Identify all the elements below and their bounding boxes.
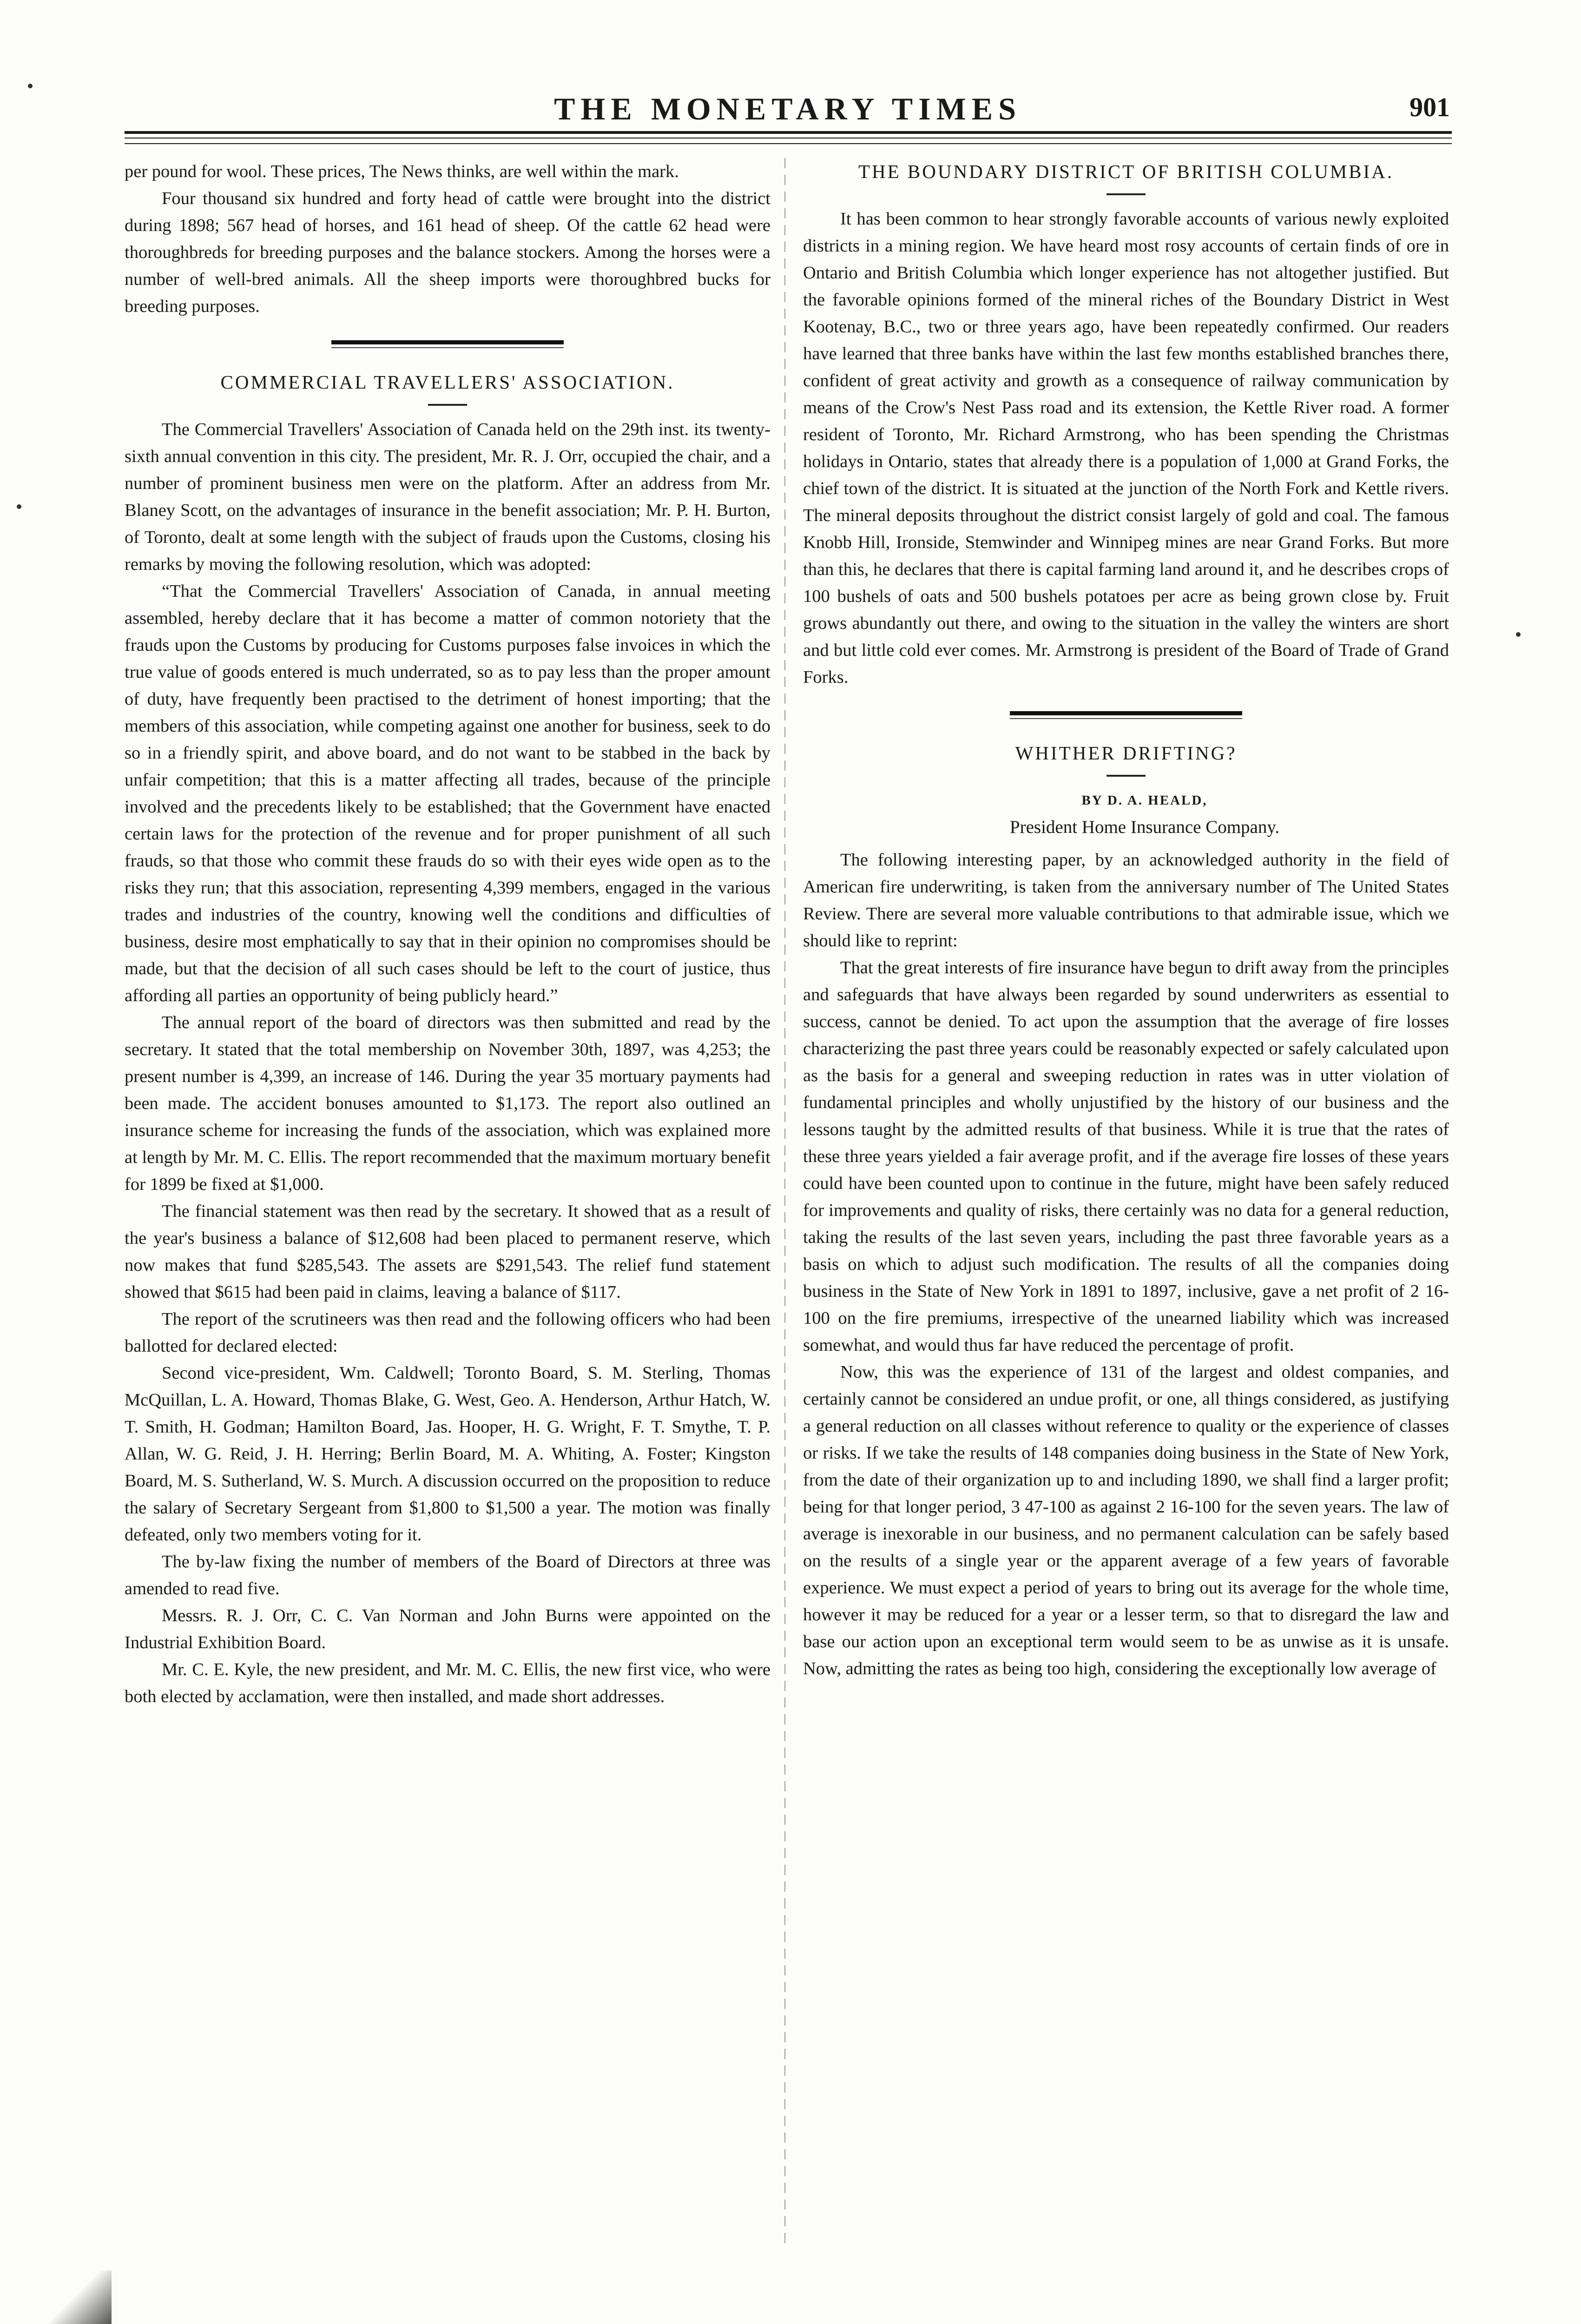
publication-title: THE MONETARY TIMES (554, 91, 1021, 126)
livestock-paragraph: Four thousand six hundred and forty head of cattle were brought into the district during 1898; 567 head of horses, and 161 head of sheep. Of the cattle 62 head were thoroughbreds for breeding purposes and the balance stockers. Among the horses were a number of well-bred animals. All the sheep imports were thoroughbred bucks for breeding purposes. (125, 189, 771, 316)
article-paragraph: Mr. C. E. Kyle, the new president, and Mr. M. C. Ellis, the new first vice, who were both elected by acclamation, were then installed, and made short addresses. (125, 1660, 771, 1706)
author-affiliation: President Home Insurance Company. (1009, 817, 1280, 837)
scan-speck (28, 84, 33, 88)
section-divider (331, 340, 564, 348)
heading-dash (1107, 775, 1146, 777)
section-divider (1010, 711, 1242, 719)
masthead-rule-thick (125, 131, 1452, 134)
article-paragraph: The annual report of the board of directors was then submitted and read by the secretary. It stated that the total membership on November 30th, 1897, was 4,253; the present number is 4,399, an increase of 146. During the year 35 mortuary payments had been made. The accident bonuses amounted to $1,173. The report also outlined an insurance scheme for increasing the funds of the association, which was explained more at length by Mr. M. C. Ellis. The report recommended that the maximum mortuary benefit for 1899 be fixed at $1,000. (125, 1013, 771, 1194)
resolution-quote: “That the Commercial Travellers' Association of Canada, in annual meeting assembled, hereby declare that it has become a matter of common notoriety that the frauds upon the Customs by producing for Customs purposes false invoices in which the true value of goods entered is much underrated, so as to pay less than the proper amount of duty, have frequently been practised to the detriment of honest importing; that the members of this association, while competing against one another for business, seek to do so in a friendly spirit, and above board, and do not want to be stabbed in the back by unfair competition; that this is a matter affecting all trades, because of the principle involved and the precedents likely to be established; that the Government have enacted certain laws for the protection of the revenue and for proper punishment of all such frauds, so that those who commit these frauds do so with their eyes wide open as to the risks they run; that this association, representing 4,399 members, engaged in the various trades and industries of the country, knowing well the conditions and difficulties of business, desire most emphatically to say that in their opinion no compromises should be made, but that the decision of all such cases should be left to the court of justice, thus affording all parties an opportunity of being publicly heard.” (125, 581, 771, 1005)
article-paragraph: It has been common to hear strongly favorable accounts of various newly exploited districts in a mining region. We have heard most rosy accounts of certain finds of ore in Ontario and British Columbia which longer experience has not altogether justified. But the favorable opinions formed of the mineral riches of the Boundary District in West Kootenay, B.C., two or three years ago, have been repeatedly confirmed. Our readers have learned that three banks have within the last few months established branches there, confident of great activity and growth as a consequence of railway communication by means of the Crow's Nest Pass road and its extension, the Kettle River road. A former resident of Toronto, Mr. Richard Armstrong, who has been spending the Christmas holidays in Ontario, states that already there is a population of 1,000 at Grand Forks, the chief town of the district. It is situated at the junction of the North Fork and Kettle rivers. The mineral deposits throughout the district consist largely of gold and coal. The famous Knobb Hill, Ironside, Stemwinder and Winnipeg mines are near Grand Forks. But more than this, he declares that there is capital farming land around it, and he describes crops of 100 bushels of oats and 500 bushels potatoes per acre as being grown close by. Fruit grows abundantly out there, and owing to the situation in the valley the winters are short and but little cold ever comes. Mr. Armstrong is president of the Board of Trade of Grand Forks. (803, 209, 1449, 687)
scan-speck (17, 504, 21, 509)
article-paragraph: Second vice-president, Wm. Caldwell; Toronto Board, S. M. Sterling, Thomas McQuillan, L. A. Howard, Thomas Blake, G. West, Geo. A. Henderson, Arthur Hatch, W. T. Smith, H. Godman; Hamilton Board, Jas. Hooper, H. G. Wright, F. T. Smythe, T. P. Allan, W. G. Reid, J. H. Herring; Berlin Board, M. A. Whiting, A. Foster; Kingston Board, M. S. Sutherland, W. S. Murch. A discussion occurred on the proposition to reduce the salary of Secretary Sergeant from $1,800 to $1,500 a year. The motion was finally defeated, only two members voting for it. (125, 1363, 771, 1545)
article-paragraph: The report of the scrutineers was then read and the following officers who had been ballotted for declared elected: (125, 1309, 771, 1356)
article-paragraph: The following interesting paper, by an acknowledged authority in the field of American fire underwriting, is taken from the anniversary number of The United States Review. There are several more valuable contributions to that admirable issue, which we should like to reprint: (803, 850, 1449, 951)
article-paragraph: Messrs. R. J. Orr, C. C. Van Norman and John Burns were appointed on the Industrial Exhibition Board. (125, 1606, 771, 1652)
column-divider (784, 158, 785, 2250)
author-byline: BY D. A. HEALD, (1081, 793, 1208, 808)
scan-speck (1516, 632, 1521, 637)
article-heading-whither-drifting: WHITHER DRIFTING? (1015, 742, 1237, 764)
scan-edge-shadow (0, 2271, 112, 2324)
left-column (125, 158, 771, 1710)
page-number: 901 (1410, 92, 1450, 122)
article-paragraph: The financial statement was then read by the secretary. It showed that as a result of the year's business a balance of $12,608 had been placed to permanent reserve, which now makes that fund $285,543. The assets are $291,543. The relief fund statement showed that $615 had been paid in claims, leaving a balance of $117. (125, 1202, 771, 1302)
heading-dash (1107, 193, 1146, 195)
heading-dash (428, 404, 467, 406)
article-paragraph: The by-law fixing the number of members of the Board of Directors at three was amended to read five. (125, 1552, 771, 1598)
article-heading-commercial-travellers: COMMERCIAL TRAVELLERS' ASSOCIATION. (220, 371, 675, 393)
article-paragraph: Now, this was the experience of 131 of the largest and oldest companies, and certainly cannot be considered an undue profit, or one, all things considered, as justifying a general reduction on all classes without reference to quality or the experience of classes or risks. If we take the results of 148 companies doing business in the State of New York, from the date of their organization up to and including 1890, we shall find a larger profit; being for that longer period, 3 47-100 as against 2 16-100 for the seven years. The law of average is inexorable in our business, and no permanent calculation can be safely based on the results of a single year or the apparent average of a few years of favorable experience. We must expect a period of years to bring out its average for the whole time, however it may be reduced for a year or a lesser term, so that to disregard the law and base our action upon an exceptional term would seem to be as unwise as it is unsafe. Now, admitting the rates as being too high, considering the exceptionally low average of (803, 1362, 1449, 1678)
article-paragraph: The Commercial Travellers' Association of Canada held on the 29th inst. its twenty-sixth annual convention in this city. The president, Mr. R. J. Orr, occupied the chair, and a number of prominent business men were on the platform. After an address from Mr. Blaney Scott, on the advantages of insurance in the benefit association; Mr. P. H. Burton, of Toronto, dealt at some length with the subject of frauds upon the Customs, closing his remarks by moving the following resolution, which was adopted: (125, 420, 771, 574)
masthead (125, 91, 1450, 125)
masthead-rule-thin (125, 138, 1452, 139)
masthead-rule-hairline (125, 143, 1452, 144)
right-column (803, 158, 1449, 1682)
wool-prices-paragraph: per pound for wool. These prices, The News thinks, are well within the mark. (125, 162, 679, 181)
article-heading-boundary-district: THE BOUNDARY DISTRICT OF BRITISH COLUMBIA. (858, 161, 1394, 182)
article-paragraph: That the great interests of fire insurance have begun to drift away from the principles and safeguards that have always been regarded by sound underwriters as essential to success, cannot be denied. To act upon the assumption that the average of fire losses characterizing the past three years could be reasonably expected or safely calculated upon as the basis for a general and sweeping reduction in rates was in utter violation of fundamental principles and wholly unjustified by the history of our business and the lessons taught by the admitted results of that business. While it is true that the rates of these three years yielded a fair average profit, and if the average fire losses of these years could have been counted upon to continue in the future, might have been safely reduced for improvements and quality of risks, there certainly was no data for a general reduction, taking the results of the last seven years, including the past three favorable years as a basis on which to adjust such modification. The results of all the companies doing business in the State of New York in 1891 to 1897, inclusive, gave a net profit of 2 16-100 on the fire premiums, irrespective of the unearned liability which was increased somewhat, and would thus far have reduced the percentage of profit. (803, 958, 1449, 1355)
